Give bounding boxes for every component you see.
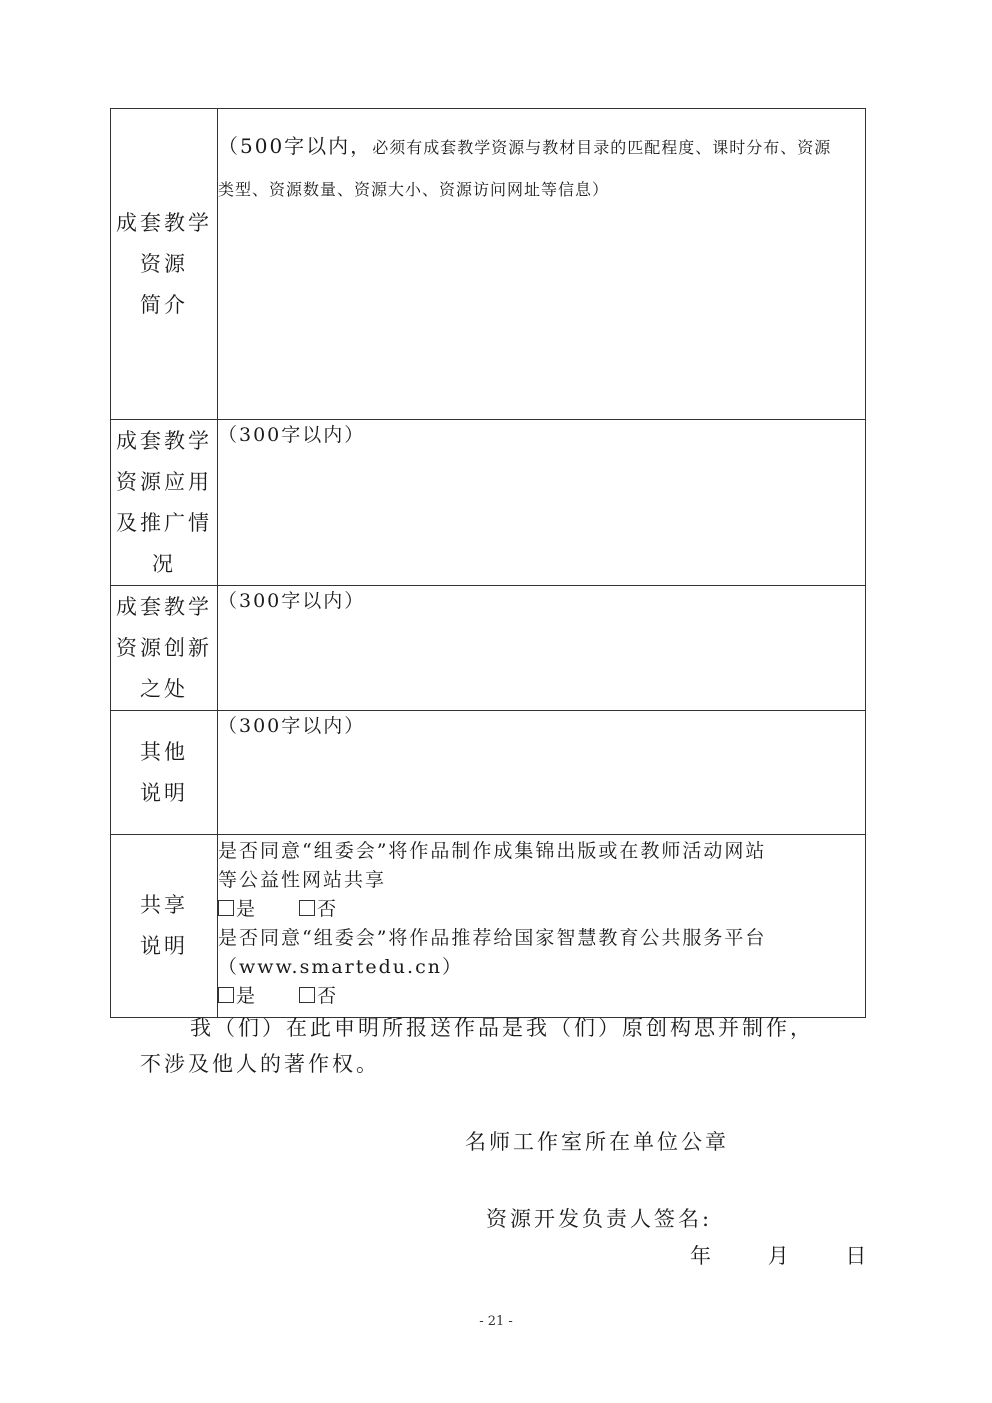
label-line: 资源创新 xyxy=(116,635,212,660)
word-limit-hint: （300字以内） xyxy=(218,590,366,612)
page-number: - 21 - xyxy=(479,1314,513,1329)
declaration-line-2: 不涉及他人的著作权。 xyxy=(140,1052,380,1076)
originality-declaration xyxy=(140,1010,814,1082)
label-line: 成套教学 xyxy=(116,594,212,619)
checkbox-icon[interactable] xyxy=(299,987,315,1003)
yes-label: 是 xyxy=(236,985,258,1007)
resource-form-table xyxy=(110,108,866,1018)
row-other-notes xyxy=(111,711,866,835)
label-resource-intro xyxy=(111,109,218,420)
requirement-hint-cont: 类型、资源数量、资源大小、资源访问网址等信息） xyxy=(218,180,610,199)
share2-no-option[interactable] xyxy=(299,985,338,1007)
label-application xyxy=(111,420,218,586)
date-line xyxy=(690,1240,866,1270)
share-question-1-cont: 等公益性网站共享 xyxy=(218,869,387,891)
label-line: 简介 xyxy=(140,292,188,317)
label-line: 说明 xyxy=(140,780,188,805)
row-sharing xyxy=(111,835,866,1018)
label-innovation xyxy=(111,586,218,711)
word-limit-hint: （500字以内， xyxy=(218,134,373,158)
sharing-field xyxy=(218,835,866,1018)
innovation-field[interactable] xyxy=(218,586,866,711)
label-line: 资源 xyxy=(140,251,188,276)
label-line: 共享 xyxy=(140,893,188,917)
resource-intro-field[interactable] xyxy=(218,109,866,420)
year-label: 年 xyxy=(690,1244,711,1268)
seal-label: 名师工作室所在单位公章 xyxy=(465,1130,729,1154)
share-options-1 xyxy=(218,895,865,924)
application-field[interactable] xyxy=(218,420,866,586)
label-sharing xyxy=(111,835,218,1018)
label-line: 资源应用 xyxy=(116,469,212,494)
label-other-notes xyxy=(111,711,218,835)
label-line: 成套教学 xyxy=(116,210,212,235)
share1-no-option[interactable] xyxy=(299,898,338,920)
share-question-2-cont: （www.smartedu.cn） xyxy=(218,956,463,978)
row-resource-intro xyxy=(111,109,866,420)
other-notes-field[interactable] xyxy=(218,711,866,835)
row-innovation xyxy=(111,586,866,711)
share1-yes-option[interactable] xyxy=(218,898,257,920)
day-label: 日 xyxy=(845,1244,867,1268)
label-line: 及推广情 xyxy=(116,510,212,535)
checkbox-icon[interactable] xyxy=(218,987,234,1003)
share-question-2: 是否同意“组委会”将作品推荐给国家智慧教育公共服务平台 xyxy=(218,927,767,949)
word-limit-hint: （300字以内） xyxy=(218,424,366,446)
no-label: 否 xyxy=(317,898,339,920)
declaration-line-1: 我（们）在此申明所报送作品是我（们）原创构思并制作， xyxy=(190,1016,814,1040)
share2-yes-option[interactable] xyxy=(218,985,257,1007)
label-line: 说明 xyxy=(140,934,188,958)
checkbox-icon[interactable] xyxy=(218,900,234,916)
share-options-2 xyxy=(218,982,865,1011)
checkbox-icon[interactable] xyxy=(299,900,315,916)
share-question-1: 是否同意“组委会”将作品制作成集锦出版或在教师活动网站 xyxy=(218,840,767,862)
label-line: 成套教学 xyxy=(116,428,212,453)
row-application xyxy=(111,420,866,586)
label-line: 之处 xyxy=(140,676,188,701)
signature-label: 资源开发负责人签名: xyxy=(486,1207,713,1231)
requirement-hint: 必须有成套教学资源与教材目录的匹配程度、课时分布、资源 xyxy=(372,138,832,157)
no-label: 否 xyxy=(317,985,339,1007)
label-line: 其他 xyxy=(140,739,188,764)
yes-label: 是 xyxy=(236,898,258,920)
word-limit-hint: （300字以内） xyxy=(218,715,366,737)
month-label: 月 xyxy=(767,1244,789,1268)
label-line: 况 xyxy=(152,551,176,576)
